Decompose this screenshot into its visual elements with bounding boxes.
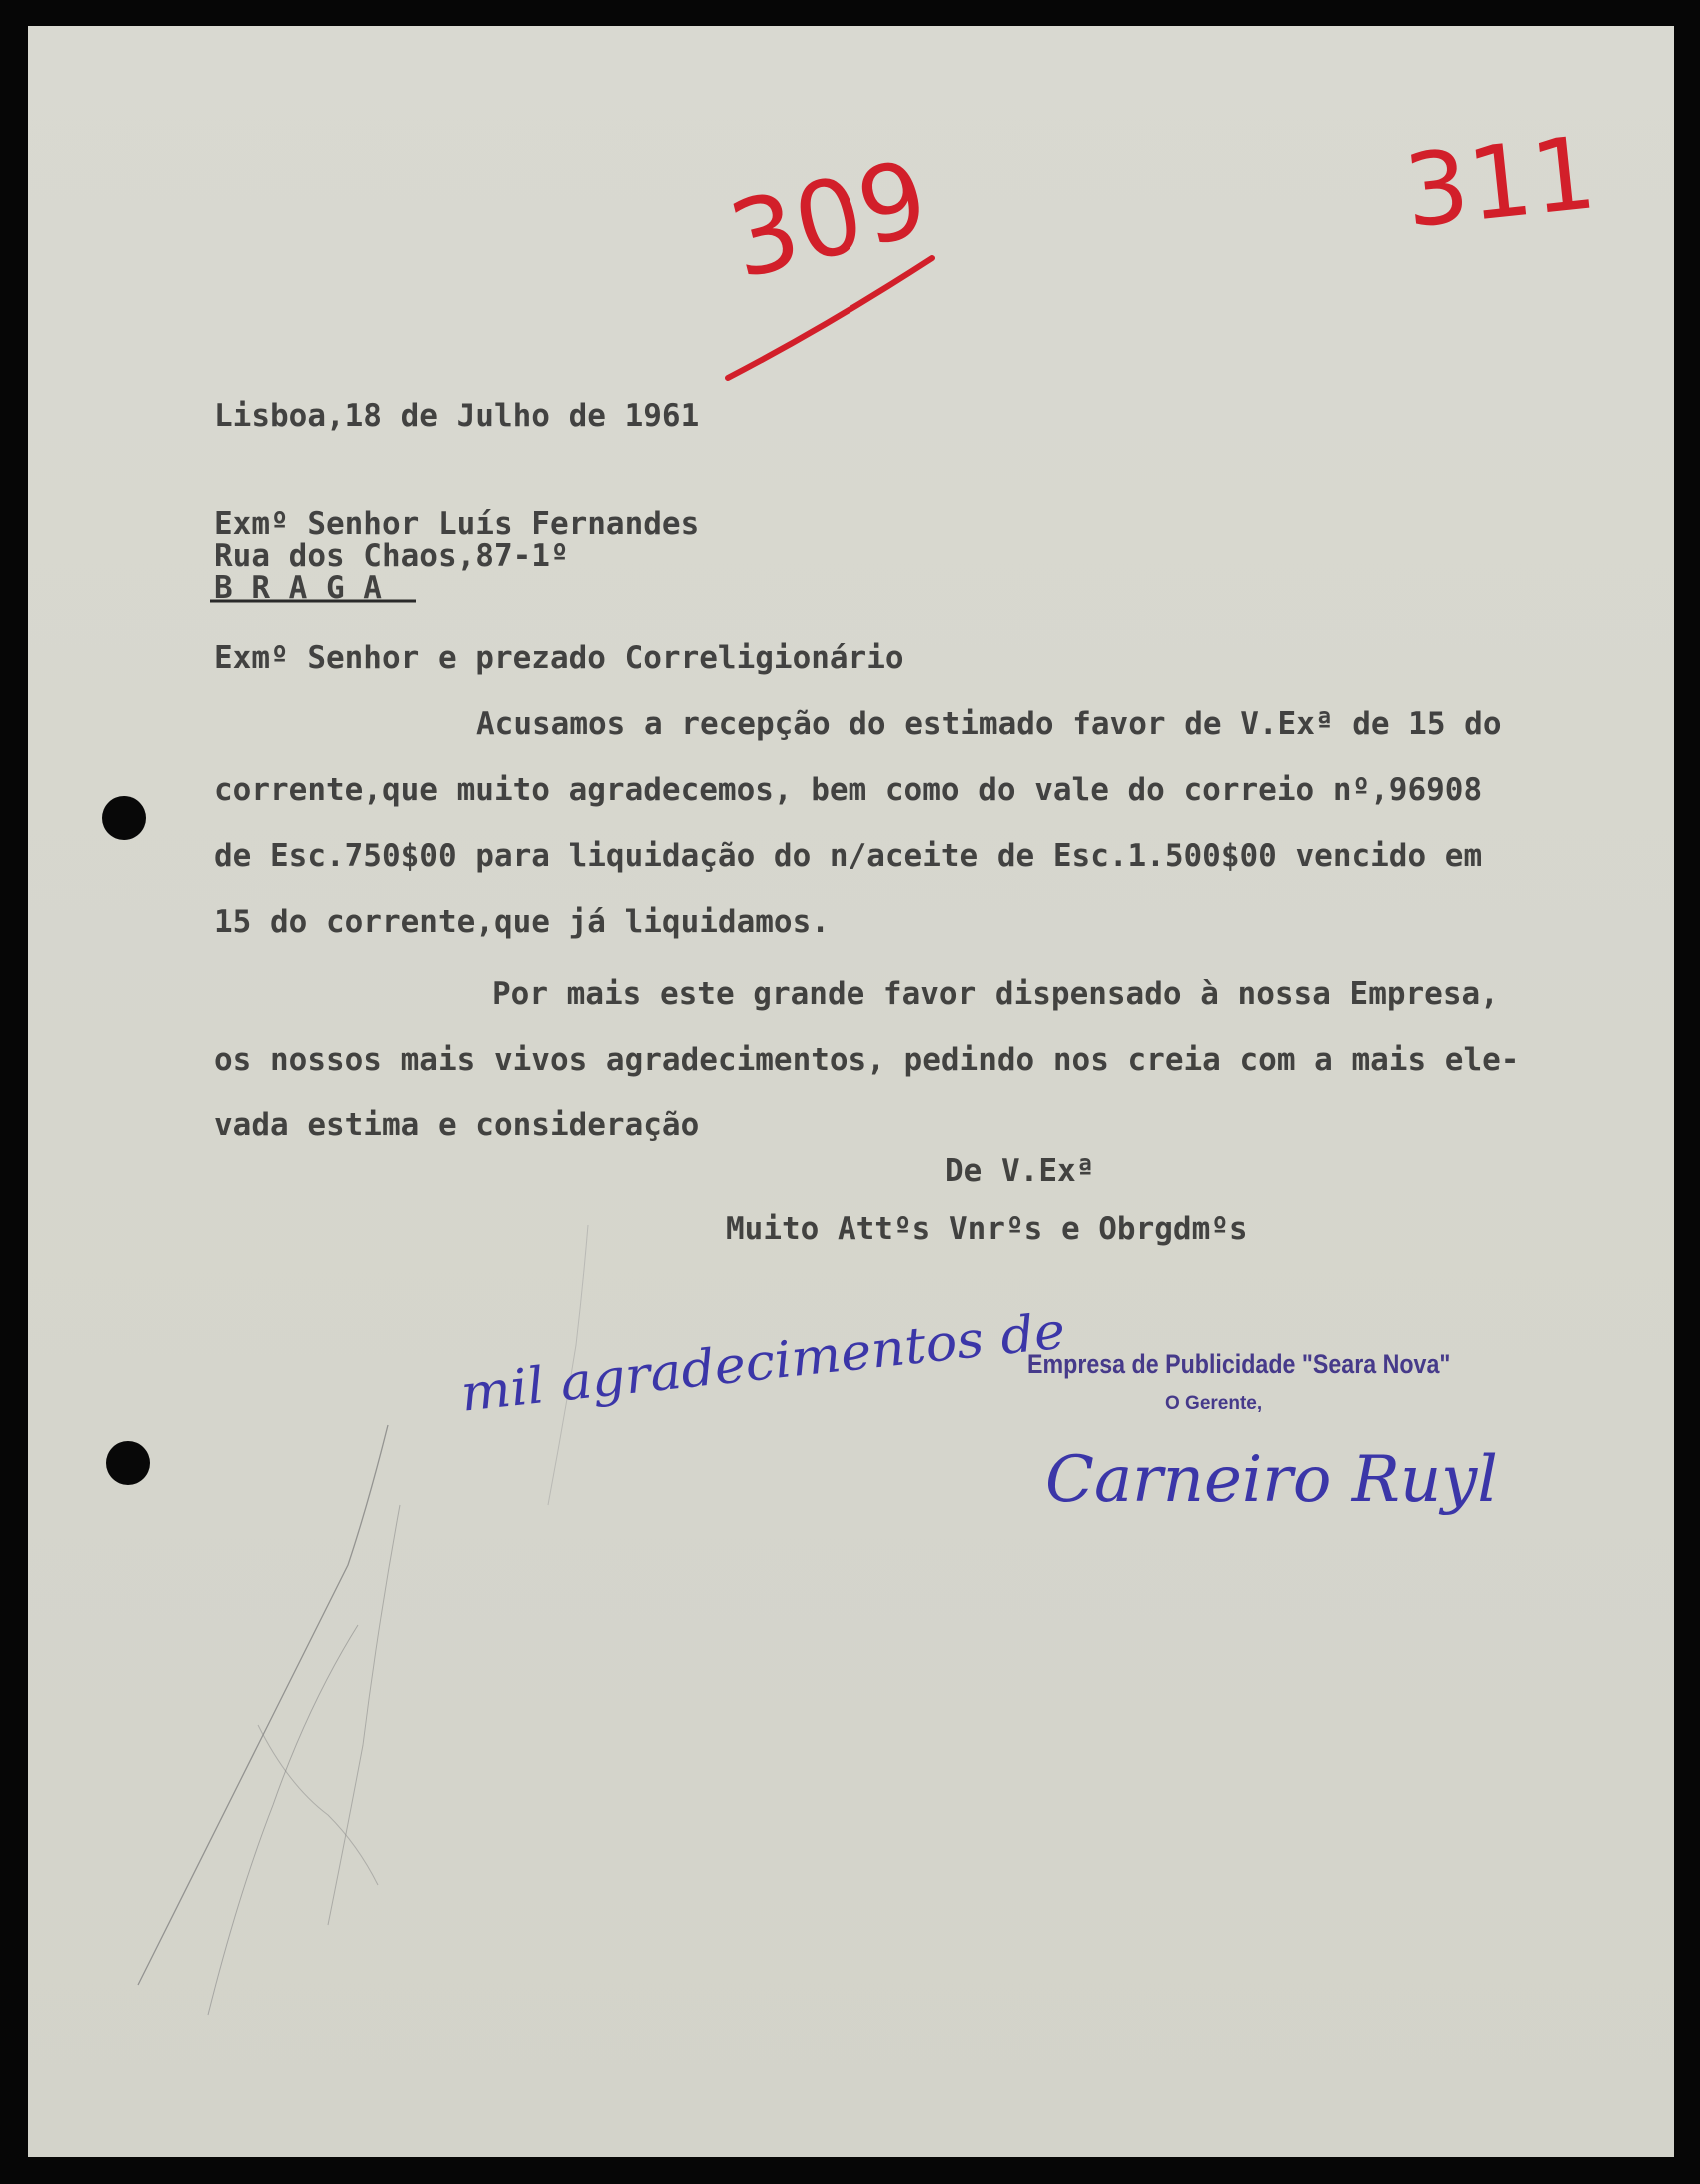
body-line: 15 do corrente,que já liquidamos. xyxy=(214,904,830,940)
body-line: vada estima e consideração xyxy=(214,1107,700,1143)
address-line-1: Exmº Senhor Luís Fernandes xyxy=(214,506,700,542)
signature: Carneiro Ruyl xyxy=(1045,1443,1498,1517)
salutation: Exmº Senhor e prezado Correligionário xyxy=(214,640,904,676)
body-line: Acusamos a recepção do estimado favor de V.Exª de 15 do xyxy=(476,706,1502,742)
address-city: B R A G A xyxy=(214,570,382,606)
body-line: os nossos mais vivos agradecimentos, pedindo nos creia com a mais ele- xyxy=(214,1042,1520,1078)
red-number-311: 311 xyxy=(1399,114,1602,251)
company-stamp: Empresa de Publicidade "Seara Nova" xyxy=(1027,1349,1451,1379)
letter-page xyxy=(28,26,1674,2157)
body-line: Por mais este grande favor dispensado à nossa Empresa, xyxy=(492,976,1499,1012)
body-line: de Esc.750$00 para liquidação do n/aceite de Esc.1.500$00 vencido em xyxy=(214,838,1483,874)
closing-line-1: De V.Exª xyxy=(945,1153,1095,1189)
red-number-309: 309 xyxy=(718,135,940,303)
stamp-role: O Gerente, xyxy=(1165,1393,1263,1414)
address-line-2: Rua dos Chaos,87-1º xyxy=(214,538,569,574)
body-line: corrente,que muito agradecemos, bem como do vale do correio nº,96908 xyxy=(214,772,1483,808)
date-line: Lisboa,18 de Julho de 1961 xyxy=(214,398,700,434)
handwritten-note: mil agradecimentos de xyxy=(458,1301,1068,1423)
closing-line-2: Muito Attºs Vnrºs e Obrgdmºs xyxy=(726,1211,1248,1247)
pen-marks xyxy=(28,26,1674,2157)
